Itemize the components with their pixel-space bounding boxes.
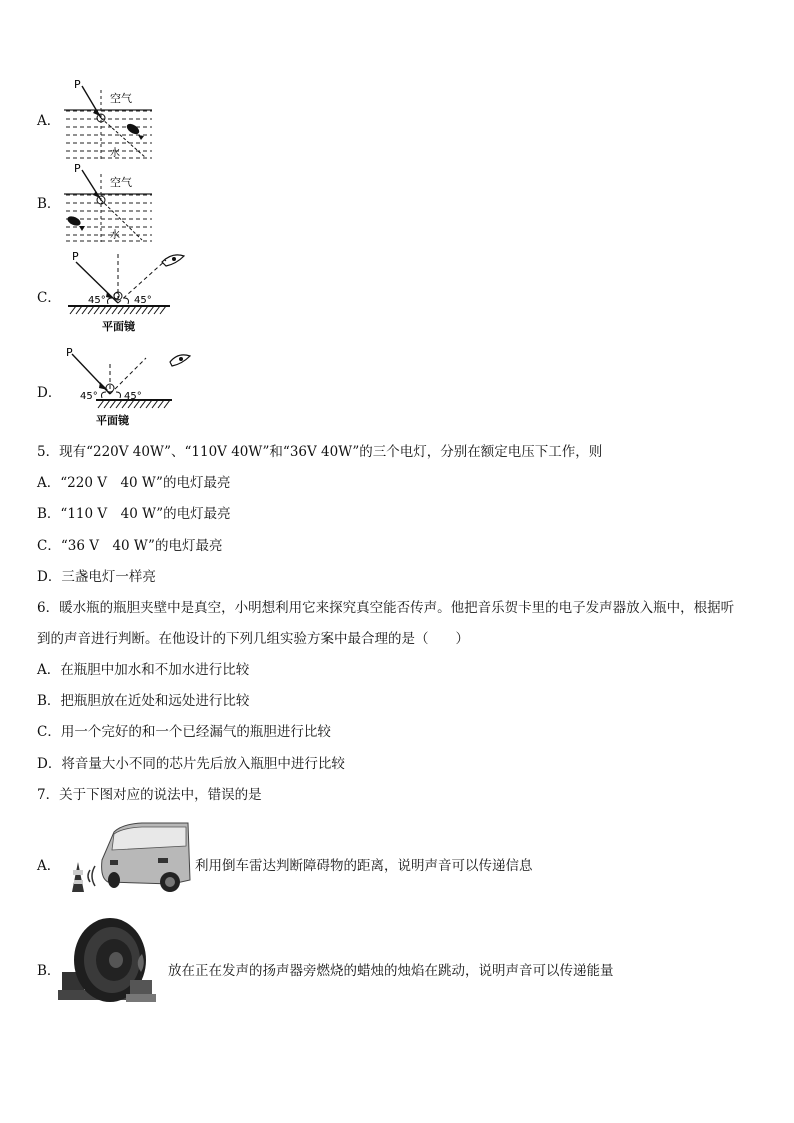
svg-text:45°: 45° <box>124 391 142 402</box>
option-letter: B． <box>37 196 61 212</box>
svg-text:平面镜: 平面镜 <box>102 320 135 333</box>
option-letter: B． <box>37 963 61 979</box>
svg-text:P: P <box>74 162 81 175</box>
svg-text:空气: 空气 <box>110 92 132 105</box>
svg-text:P: P <box>66 346 73 359</box>
svg-text:平面镜: 平面镜 <box>96 414 129 427</box>
svg-text:水: 水 <box>110 148 120 159</box>
svg-text:45°: 45° <box>134 295 152 306</box>
car-reversing-radar-image <box>62 820 192 896</box>
q6-option-b: B．把瓶胆放在近处和远处进行比较 <box>37 693 250 709</box>
q5-stem: 5．现有“220V 40W”、“110V 40W”和“36V 40W”的三个电灯，分别在额定电压下工作，则 <box>37 444 603 460</box>
q5-option-d: D．三盏电灯一样亮 <box>37 569 156 585</box>
q6-stem-line1: 6．暖水瓶的瓶胆夹壁中是真空，小明想利用它来探究真空能否传声。他把音乐贺卡里的电子发声器放入瓶中，根据听 <box>37 600 735 616</box>
q5-option-b: B．“110 V 40 W”的电灯最亮 <box>37 506 231 522</box>
reflection-figure-d <box>60 344 195 432</box>
refraction-figure-b <box>60 160 160 242</box>
svg-text:45°: 45° <box>88 295 106 306</box>
q6-option-d: D．将音量大小不同的芯片先后放入瓶胆中进行比较 <box>37 756 345 772</box>
reflection-figure-c <box>62 248 192 340</box>
svg-text:45°: 45° <box>80 391 98 402</box>
svg-text:O: O <box>113 292 121 302</box>
q7-option-a-text: 利用倒车雷达判断障碍物的距离，说明声音可以传递信息 <box>195 858 533 874</box>
q7-option-b-text: 放在正在发声的扬声器旁燃烧的蜡烛的烛焰在跳动，说明声音可以传递能量 <box>168 963 614 979</box>
speaker-candle-image <box>58 914 170 1008</box>
option-letter: A． <box>37 858 61 874</box>
svg-text:P: P <box>74 78 81 91</box>
q5-option-c: C．“36 V 40 W”的电灯最亮 <box>37 538 223 554</box>
svg-text:空气: 空气 <box>110 176 132 189</box>
option-letter: A． <box>37 113 61 129</box>
q6-option-c: C．用一个完好的和一个已经漏气的瓶胆进行比较 <box>37 724 331 740</box>
q6-option-a: A．在瓶胆中加水和不加水进行比较 <box>37 662 250 678</box>
refraction-figure-a <box>60 78 160 160</box>
q5-option-a: A．“220 V 40 W”的电灯最亮 <box>37 475 231 491</box>
svg-text:水: 水 <box>110 230 120 241</box>
option-letter: C． <box>37 290 61 306</box>
q6-stem-line2: 到的声音进行判断。在他设计的下列几组实验方案中最合理的是（ ） <box>37 631 469 647</box>
svg-text:P: P <box>72 250 79 263</box>
q7-stem: 7．关于下图对应的说法中，错误的是 <box>37 787 262 803</box>
option-letter: D． <box>37 385 62 401</box>
